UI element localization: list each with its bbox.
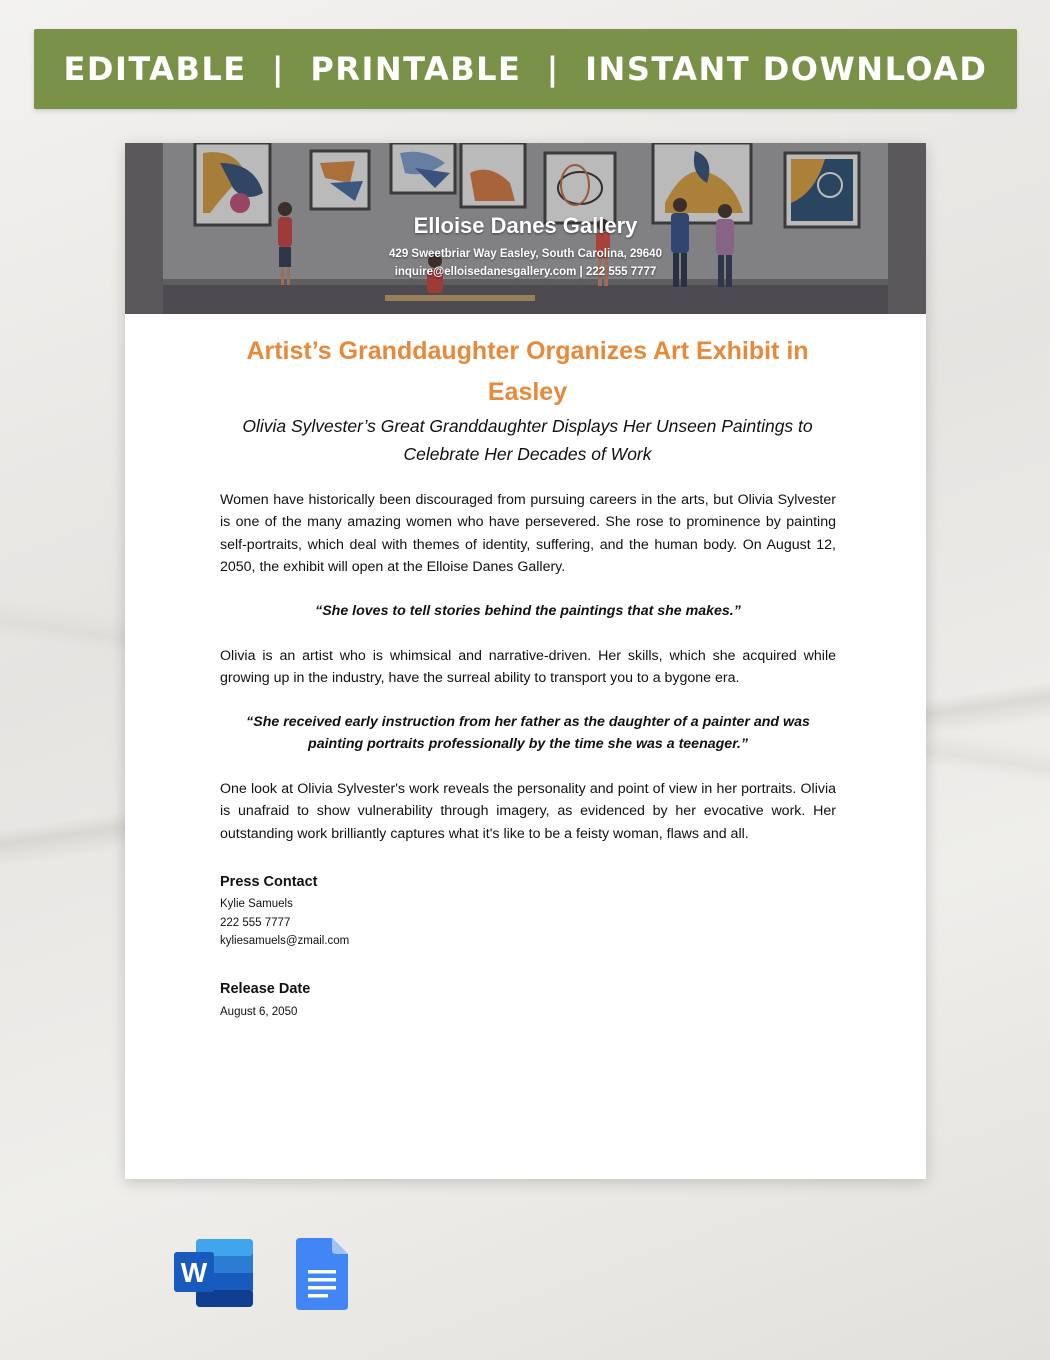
quote-1: “She loves to tell stories behind the paintings that she makes.” [315, 603, 741, 619]
paragraph-1: Women have historically been discouraged from pursuing careers in the arts, but Olivia Sylvester is one of the many amazing women who have persevered. She rose to prominence by painting self-portraits, which deal with themes of identity, suffering, and the human body. On August 12, 2050, the exhibit will open at the Elloise Danes Gallery. [220, 492, 836, 575]
gallery-name: Elloise Danes Gallery [413, 213, 638, 238]
press-contact-phone: 222 555 7777 [220, 917, 291, 929]
paragraph-2: Olivia is an artist who is whimsical and narrative-driven. Her skills, which she acquired while growing up in the industry, have the surreal ability to transport you to a bygone era. [220, 648, 836, 687]
gallery-header [125, 143, 926, 314]
press-contact-email: kyliesamuels@zmail.com [220, 935, 350, 947]
quote-2: “She received early instruction from her father as the daughter of a painter and was painting portraits professionally by the time she was a teenager.” [246, 714, 810, 753]
word-letter: W [180, 1257, 208, 1288]
top-banner [34, 29, 1017, 109]
document-page [125, 143, 926, 1179]
release-date-heading: Release Date [220, 981, 311, 997]
gallery-contact: inquire@elloisedanesgallery.com | 222 555 7777 [394, 266, 657, 278]
banner-text: EDITABLE | PRINTABLE | INSTANT DOWNLOAD [63, 50, 988, 88]
press-contact-heading: Press Contact [220, 874, 318, 890]
article-title: Artist’s Granddaughter Organizes Art Exhibit in Easley [246, 337, 809, 406]
release-date-value: August 6, 2050 [220, 1006, 298, 1018]
word-icon[interactable] [174, 1238, 254, 1313]
press-contact-name: Kylie Samuels [220, 898, 293, 910]
gallery-address: 429 Sweetbriar Way Easley, South Carolina, 29640 [389, 248, 662, 260]
paragraph-3: One look at Olivia Sylvester's work reveals the personality and point of view in her portraits. Olivia is unafraid to show vulnerability through imagery, as evidenced by her evocative work. Her outstanding work brilliantly captures what it's like to be a feisty woman, flaws and all. [220, 781, 836, 842]
google-docs-icon[interactable] [296, 1238, 348, 1315]
article-subtitle: Olivia Sylvester’s Great Granddaughter Displays Her Unseen Paintings to Celebrate Her Decades of Work [242, 416, 813, 464]
